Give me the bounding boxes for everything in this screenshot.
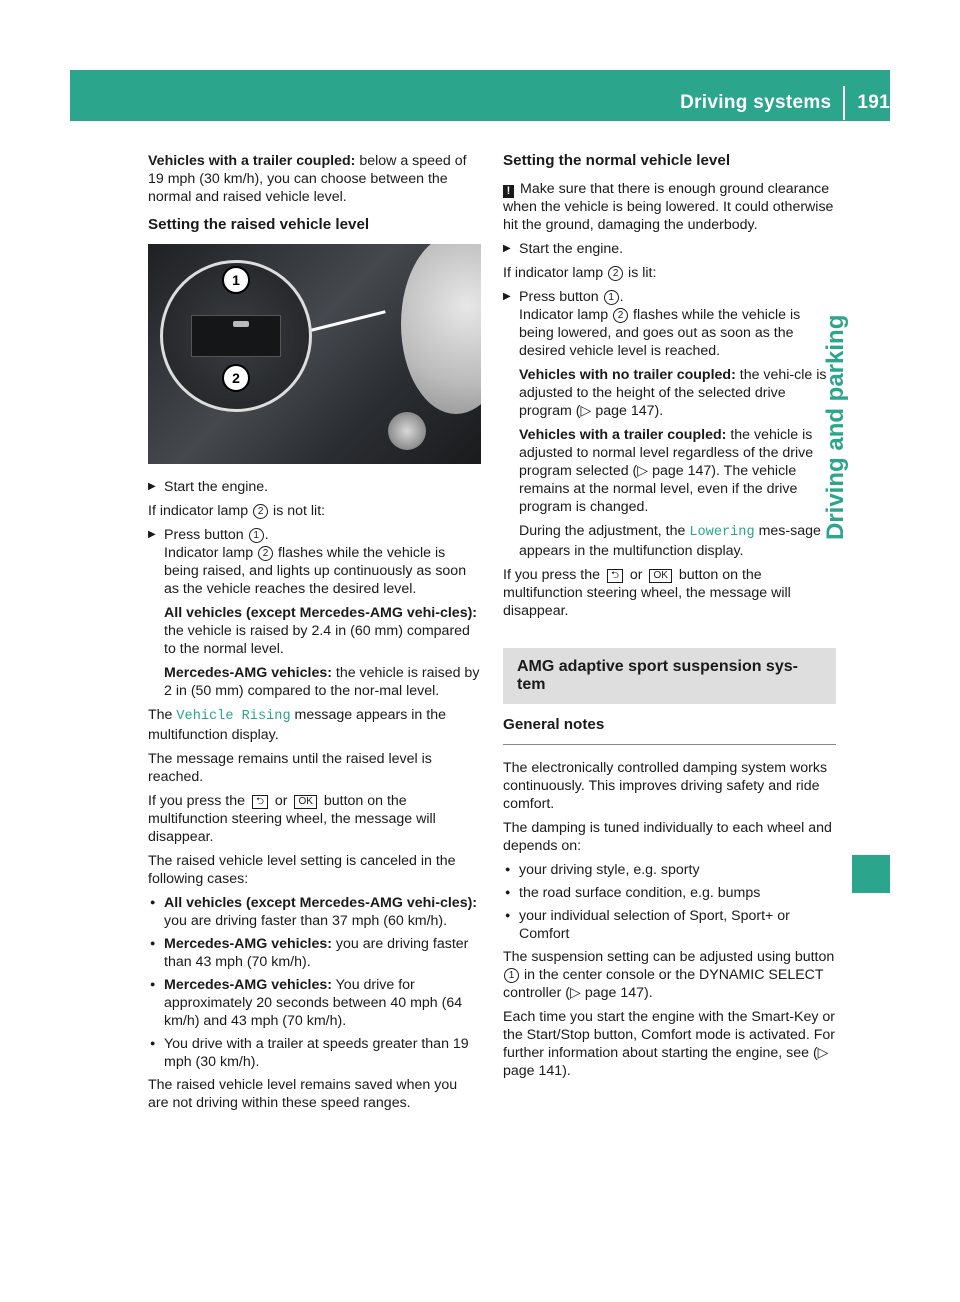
lowering-note: During the adjustment, the Lowering mes-sage appears in the multifunction display. — [519, 523, 821, 559]
header-separator — [843, 86, 845, 120]
right-column — [503, 152, 836, 1086]
callout-1: 1 — [222, 266, 250, 294]
section-heading-box — [503, 648, 836, 704]
section-title: Driving systems — [680, 92, 832, 113]
heading-normal-level: Setting the normal vehicle level — [503, 152, 731, 169]
general-note-1: The electronically controlled damping system works continuously. This improves driving safety and ride comfort. — [503, 760, 828, 812]
general-note-4: Each time you start the engine with the Smart-Key or the Start/Stop button, Comfort mode is activated. For further information about starting the engine, see (▷ page 141). — [503, 1009, 835, 1079]
warning-note: ! Make sure that there is enough ground clearance when the vehicle is being lowered. It could otherwise hit the ground, damaging the underbody. — [503, 181, 834, 233]
side-tab-marker — [852, 855, 890, 893]
remains-note: The message remains until the raised level is reached. — [148, 751, 432, 785]
warning-icon: ! — [503, 185, 514, 198]
header-title — [680, 86, 890, 120]
saved-note: The raised vehicle level remains saved when you are not driving within these speed ranges. — [148, 1077, 458, 1111]
press-key-note: If you press the ⮌ or OK button on the multifunction steering wheel, the message will disappear. — [148, 793, 436, 845]
back-key-icon: ⮌ — [252, 795, 268, 809]
lamp-condition: If indicator lamp 2 is lit: — [503, 265, 657, 281]
all-vehicles-note: All vehicles (except Mercedes-AMG vehi-cles): the vehicle is raised by 2.4 in (60 mm) compared to the normal level. — [164, 605, 478, 657]
list-item: ● You drive with a trailer at speeds greater than 19 mph (30 km/h). — [148, 1035, 481, 1071]
left-column — [148, 152, 481, 1118]
with-trailer-note: Vehicles with a trailer coupled: the vehicle is adjusted to normal level regardless of the drive program selected (▷ page 147). The vehicle remains at the normal level, even if the drive program is changed. — [519, 427, 814, 515]
back-key-icon: ⮌ — [607, 569, 623, 583]
page-number: 191 — [857, 92, 890, 113]
center-console-photo — [148, 244, 481, 464]
step-press-button: ▶ Press button 1 . Indicator lamp 2 flashes while the vehicle is being raised, and lights up continuously as soon as the vehicle reaches the desired level. — [148, 526, 481, 598]
callout-2: 2 — [222, 364, 250, 392]
subheading-general-notes: General notes — [503, 716, 836, 745]
trailer-note: Vehicles with a trailer coupled: below a speed of 19 mph (30 km/h), you can choose between the normal and raised vehicle level. — [148, 153, 467, 205]
list-item: ● Mercedes-AMG vehicles: You drive for approximately 20 seconds between 40 mph (64 km/h) and 43 mph (70 km/h). — [148, 976, 481, 1030]
general-note-3: The suspension setting can be adjusted using button 1 in the center console or the DYNAMIC SELECT controller (▷ page 147). — [503, 949, 835, 1001]
heading-raised-level: Setting the raised vehicle level — [148, 216, 370, 233]
ok-key-icon: OK — [294, 795, 316, 809]
list-item: ● your individual selection of Sport, Sport+ or Comfort — [503, 907, 836, 943]
message-note: The Vehicle Rising message appears in the multifunction display. — [148, 707, 446, 743]
list-item: ● the road surface condition, e.g. bumps — [503, 884, 836, 902]
ok-key-icon: OK — [649, 569, 671, 583]
amg-note: Mercedes-AMG vehicles: the vehicle is raised by 2 in (50 mm) compared to the nor-mal level. — [164, 665, 480, 699]
side-tab-label: Driving and parking — [822, 314, 849, 540]
list-item: ● your driving style, e.g. sporty — [503, 861, 836, 879]
step-start-engine: ▶ Start the engine. — [148, 478, 481, 496]
list-item: ● Mercedes-AMG vehicles: you are driving faster than 43 mph (70 km/h). — [148, 935, 481, 971]
step-start-engine: ▶ Start the engine. — [503, 240, 836, 258]
step-press-button: ▶ Press button 1 . Indicator lamp 2 flashes while the vehicle is being lowered, and goes out as soon as the desired vehicle level is reached. — [503, 288, 836, 360]
no-trailer-note: Vehicles with no trailer coupled: the vehi-cle is adjusted to the height of the selected drive program (▷ page 147). — [519, 367, 827, 419]
general-note-2: The damping is tuned individually to each wheel and depends on: — [503, 820, 832, 854]
lamp-condition: If indicator lamp 2 is not lit: — [148, 503, 326, 519]
canceled-note: The raised vehicle level setting is canceled in the following cases: — [148, 853, 456, 887]
indicator-lamp-image — [233, 321, 249, 327]
list-item: ● All vehicles (except Mercedes-AMG vehi-cles): you are driving faster than 37 mph (60 km/h). — [148, 894, 481, 930]
section-title-amg: AMG adaptive sport suspension sys-tem — [517, 658, 798, 693]
controller-knob-image — [388, 412, 426, 450]
press-key-note: If you press the ⮌ or OK button on the multifunction steering wheel, the message will disappear. — [503, 567, 791, 619]
